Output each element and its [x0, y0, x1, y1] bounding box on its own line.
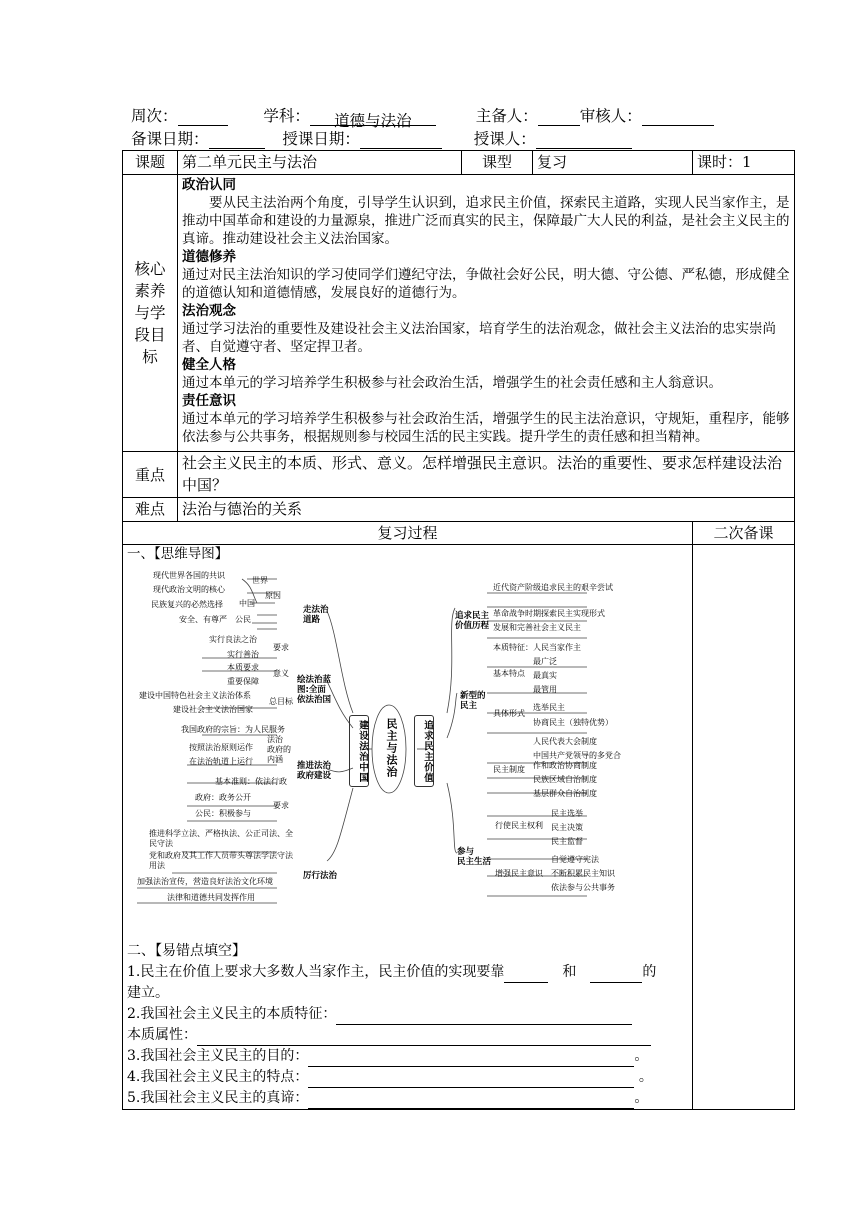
branch-node: 新型的 民主	[460, 691, 486, 711]
leaf: 公民	[235, 615, 251, 624]
leaf: 建设中国特色社会主义法治体系	[139, 691, 251, 700]
goals-content	[178, 175, 795, 452]
leaf: 实行良法之治	[209, 635, 257, 644]
process-label: 复习过程	[123, 522, 693, 545]
leaf: 建设社会主义法治国家	[173, 705, 253, 714]
fill-q5: 5.我国社会主义民主的真谛： 。	[127, 1088, 688, 1109]
leaf: 不断积累民主知识	[551, 869, 615, 878]
fill-q2: 2.我国社会主义民主的本质特征：	[127, 1004, 688, 1025]
leaf: 人民代表大会制度	[533, 737, 597, 746]
lesson-plan-table	[122, 150, 795, 1110]
type-label: 课型	[462, 151, 533, 175]
topic-value: 第二单元民主与法治	[178, 151, 462, 175]
goal-title: 道德修养	[182, 249, 236, 265]
fill-q1-end: 建立。	[127, 985, 169, 1001]
center-node: 民主与法治	[385, 718, 398, 778]
goal-title: 责任意识	[182, 393, 236, 409]
leaf: 民主监督	[551, 837, 583, 846]
goal-text: 要从民主法治两个角度，引导学生认识到，追求民主价值，探索民主道路，实现人民当家作主，是推动中国革命和建设的力量源泉，推进广泛而真实的民主，保障最广大人民的利益，是社会主义民主的真谛。推动建设社会主义法治国家。	[182, 195, 790, 247]
leaf: 具体形式	[493, 709, 525, 718]
goal-title: 健全人格	[182, 357, 236, 373]
key-label: 重点	[123, 452, 178, 498]
header-line-1	[131, 104, 714, 130]
prep-date-label: 备课日期：	[131, 130, 209, 148]
goals-row	[123, 175, 795, 452]
type-value: 复习	[533, 151, 693, 175]
leaf: 依法参与公共事务	[551, 883, 615, 892]
second-prep-label: 二次备课	[693, 522, 795, 545]
subject-label: 学科：	[263, 107, 310, 125]
leaf: 民主制度	[493, 765, 525, 774]
leaf: 中国	[239, 599, 255, 608]
leaf: 在法治轨道上运行	[189, 757, 253, 766]
leaf: 要求	[273, 801, 289, 810]
subject-value: 道德与法治	[310, 109, 436, 126]
week-label: 周次：	[131, 107, 178, 125]
leaf: 总目标	[269, 697, 293, 706]
leaf: 加强法治宣传，营造良好法治文化环境	[137, 877, 273, 886]
answer-blank[interactable]	[336, 1009, 632, 1025]
leaf: 实行善治	[227, 650, 259, 659]
teacher-label: 授课人：	[473, 130, 536, 148]
hours: 课时：1	[693, 151, 795, 175]
week-blank[interactable]	[178, 109, 228, 126]
leaf: 增强民主意识	[495, 869, 543, 878]
fill-in-section	[127, 941, 688, 1109]
goal-text: 通过学习法治的重要性及建设社会主义法治国家，培育学生的法治观念，做社会主义法治的忠实崇尚者、自觉遵守者、坚定捍卫者。	[182, 321, 776, 355]
answer-blank[interactable]	[308, 1093, 634, 1109]
leaf: 基本特点	[493, 669, 525, 678]
goal-text: 通过对民主法治知识的学习使同学们遵纪守法，争做社会好公民，明大德、守公德、严私德，形成健全的道德认知和道德情感，发展良好的道德行为。	[182, 267, 790, 301]
leaf: 原因	[265, 591, 281, 600]
fill-q3: 3.我国社会主义民主的目的： 。	[127, 1046, 688, 1067]
leaf: 近代资产阶级追求民主的艰辛尝试	[493, 583, 613, 592]
header-line-2	[131, 127, 632, 149]
leaf: 行使民主权利	[495, 821, 543, 830]
preparer-blank[interactable]	[538, 109, 580, 126]
leaf: 我国政府的宗旨：为人民服务	[181, 725, 285, 734]
goal-text: 通过本单元的学习培养学生积极参与社会政治生活，增强学生的民主法治意识，守规矩，重程序，能够依法参与公共事务，根据规则参与校园生活的民主实践。提升学生的责任感和担当精神。	[182, 411, 790, 445]
goals-label: 核心素养与学段目标	[123, 175, 178, 452]
reviewer-label: 审核人：	[579, 107, 642, 125]
teacher-blank[interactable]	[536, 132, 632, 149]
leaf: 最管用	[533, 685, 557, 694]
difficulty-text: 法治与德治的关系	[178, 498, 795, 522]
leaf: 公民：积极参与	[195, 809, 251, 818]
leaf: 民主决策	[551, 823, 583, 832]
leaf: 安全、有尊严	[179, 615, 227, 624]
leaf: 民族区域自治制度	[533, 775, 597, 784]
leaf: 民主选举	[551, 809, 583, 818]
leaf: 最广泛	[533, 657, 557, 666]
leaf: 最真实	[533, 671, 557, 680]
leaf: 重要保障	[227, 677, 259, 686]
key-row	[123, 452, 795, 498]
second-prep-cell[interactable]	[693, 545, 795, 1110]
branch-node: 参与 民主生活	[457, 847, 492, 867]
leaf: 基层群众自治制度	[533, 789, 597, 798]
leaf: 本质要求	[227, 663, 259, 672]
leaf: 法律和道德共同发挥作用	[167, 893, 255, 902]
fill-title: 二、【易错点填空】	[127, 943, 246, 959]
leaf: 法治 政府的 内涵	[267, 735, 291, 764]
leaf: 推进科学立法、严格执法、公正司法、全民守法	[149, 829, 293, 848]
leaf: 现代政治文明的核心	[153, 585, 225, 594]
goal-title: 法治观念	[182, 303, 236, 319]
answer-blank[interactable]	[308, 1051, 634, 1067]
fill-q2b: 本质属性：	[127, 1025, 688, 1046]
process-header-row	[123, 522, 795, 545]
topic-label: 课题	[123, 151, 178, 175]
teach-date-blank[interactable]	[360, 132, 442, 149]
branch-node: 推进法治 政府建设	[297, 761, 332, 781]
topic-row	[123, 151, 795, 175]
leaf: 世界	[252, 576, 268, 585]
teach-date-label: 授课日期：	[282, 130, 360, 148]
mind-map	[127, 563, 688, 929]
fill-q4: 4.我国社会主义民主的特点： 。	[127, 1067, 688, 1088]
answer-blank[interactable]	[197, 1030, 651, 1046]
leaf: 发展和完善社会主义民主	[493, 623, 581, 632]
leaf: 现代世界各国的共识	[153, 571, 225, 580]
leaf: 按照法治原则运作	[189, 743, 253, 752]
leaf: 意义	[273, 669, 289, 678]
process-content	[123, 545, 693, 1110]
difficulty-label: 难点	[123, 498, 178, 522]
leaf: 要求	[273, 643, 289, 652]
fill-q1: 1.民主在价值上要求大多数人当家作主，民主价值的实现要靠 和 的	[127, 962, 688, 983]
leaf: 民族复兴的必然选择	[151, 600, 223, 609]
leaf: 自觉遵守宪法	[551, 855, 599, 864]
leaf: 党和政府及其工作人员带头尊法学法守法用法	[149, 851, 293, 870]
leaf: 协商民主（独特优势）	[533, 718, 613, 727]
leaf: 选举民主	[533, 703, 565, 712]
goal-title: 政治认同	[182, 177, 236, 193]
left-main-node: 建设法治中国	[349, 715, 369, 787]
leaf: 本质特征：人民当家作主	[493, 643, 581, 652]
answer-blank[interactable]	[590, 967, 642, 983]
preparer-label: 主备人：	[475, 107, 538, 125]
branch-node: 追求民主 价值历程	[455, 611, 490, 631]
goal-text: 通过本单元的学习培养学生积极参与社会政治生活，增强学生的社会责任感和主人翁意识。	[182, 375, 722, 391]
leaf: 中国共产党领导的多党合作和政治协商制度	[533, 751, 621, 770]
reviewer-blank[interactable]	[642, 109, 714, 126]
right-main-node: 追求民主价值	[414, 715, 434, 787]
difficulty-row	[123, 498, 795, 522]
answer-blank[interactable]	[504, 967, 548, 983]
process-row	[123, 545, 795, 1110]
leaf: 基本准则：依法行政	[215, 777, 287, 786]
branch-node: 走法治 道路	[303, 605, 329, 625]
answer-blank[interactable]	[308, 1072, 634, 1088]
mindmap-title: 一、【思维导图】	[127, 546, 229, 562]
leaf: 革命战争时期探索民主实现形式	[493, 609, 605, 618]
leaf: 政府：政务公开	[195, 793, 251, 802]
prep-date-blank[interactable]	[209, 132, 265, 149]
key-text: 社会主义民主的本质、形式、意义。怎样增强民主意识。法治的重要性、要求怎样建设法治中国？	[178, 452, 795, 498]
branch-node: 绘法治蓝 图:全面 依法治国	[297, 675, 332, 705]
branch-node: 厉行法治	[303, 871, 338, 881]
